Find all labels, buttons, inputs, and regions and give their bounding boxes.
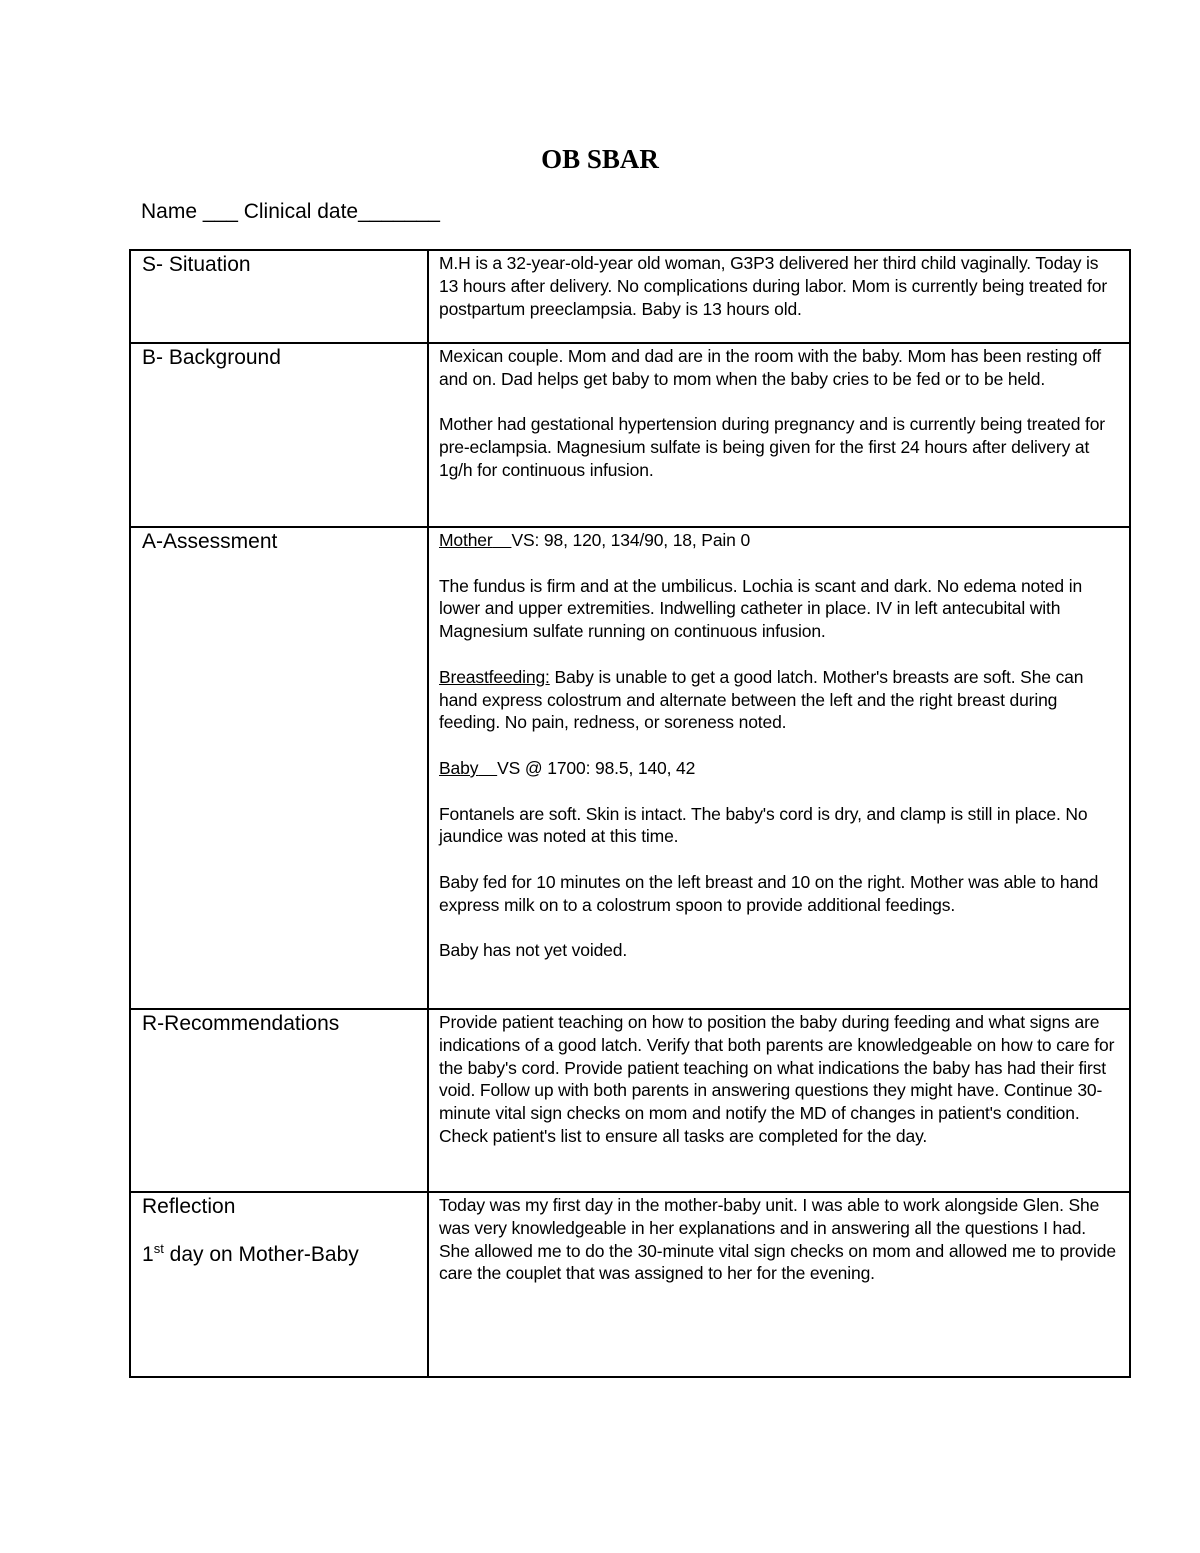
mother-vitals-text: VS: 98, 120, 134/90, 18, Pain 0 <box>511 530 751 550</box>
recommendations-label: R-Recommendations <box>130 1009 428 1192</box>
situation-text: M.H is a 32-year-old-year old woman, G3P3 delivered her third child vaginally. Today is 13 hours after delivery. No complications during labor. Mom is currently being treated for postpartum preeclampsia. Baby is 13 hours old. <box>439 253 1108 319</box>
reflection-label-cell <box>130 1192 428 1377</box>
baby-vitals <box>439 757 1121 780</box>
background-paragraph-1: Mexican couple. Mom and dad are in the room with the baby. Mom has been resting off and on. Dad helps get baby to mom when the baby cries to be fed or to be held. <box>439 346 1101 389</box>
background-label: B- Background <box>130 343 428 527</box>
mother-findings: The fundus is firm and at the umbilicus. Lochia is scant and dark. No edema noted in lower and upper extremities. Indwelling catheter in place. IV in left antecubital with Magnesium sulfate running on continuous infusion. <box>439 575 1083 642</box>
background-paragraph-2: Mother had gestational hypertension during pregnancy and is currently being treated for pre-eclampsia. Magnesium sulfate is being given for the first 24 hours after delivery at 1g/h for continuous infusion. <box>439 414 1105 480</box>
breastfeeding-heading: Breastfeeding: <box>439 666 550 687</box>
background-content <box>428 343 1130 527</box>
situation-content <box>428 250 1130 343</box>
reflection-content <box>428 1192 1130 1377</box>
situation-row <box>130 250 1130 343</box>
reflection-text: Today was my first day in the mother-baby unit. I was able to work alongside Glen. She was very knowledgeable in her explanations and in answering all the questions I had. She allowed me to do the 30-minute vital sign checks on mom and allowed me to provide care the couplet that was assigned to her for the evening. <box>439 1195 1116 1284</box>
recommendations-text: Provide patient teaching on how to position the baby during feeding and what signs are indications of a good latch. Verify that both parents are knowledgeable on how to care for the baby's cord. Provide patient teaching on what indications the baby has had their first void. Follow up with both parents in answering questions they might have. Continue 30-minute vital sign checks on mom and notify the MD of changes in patient's condition. Check patient's list to ensure all tasks are completed for the day. <box>439 1012 1115 1146</box>
baby-findings-2: Baby fed for 10 minutes on the left breast and 10 on the right. Mother was able to hand express milk on to a colostrum spoon to provide additional feedings. <box>439 871 1099 915</box>
breastfeeding-assessment <box>439 666 1121 734</box>
reflection-sub-label: 1st day on Mother-Baby <box>142 1241 359 1266</box>
page-title: OB SBAR <box>541 144 659 174</box>
assessment-label: A-Assessment <box>130 527 428 1009</box>
assessment-row <box>130 527 1130 1009</box>
sbar-table <box>129 249 1131 1378</box>
baby-findings-1: Fontanels are soft. Skin is intact. The baby's cord is dry, and clamp is still in place. No jaundice was noted at this time. <box>439 803 1088 847</box>
breastfeeding-text: Baby is unable to get a good latch. Mother's breasts are soft. She can hand express colostrum and alternate between the left and the right breast during feeding. No pain, redness, or soreness noted. <box>439 666 1084 733</box>
baby-heading: Baby <box>439 757 479 778</box>
background-row <box>130 343 1130 527</box>
reflection-label: Reflection <box>142 1195 236 1218</box>
situation-label: S- Situation <box>130 250 428 343</box>
recommendations-row <box>130 1009 1130 1192</box>
assessment-content <box>428 527 1130 1009</box>
reflection-row <box>130 1192 1130 1377</box>
baby-vitals-text: VS @ 1700: 98.5, 140, 42 <box>497 757 696 778</box>
name-and-clinical-date-line: Name ___ Clinical date_______ <box>141 200 440 223</box>
mother-vitals <box>439 529 1121 552</box>
baby-findings-3: Baby has not yet voided. <box>439 940 628 961</box>
recommendations-content <box>428 1009 1130 1192</box>
mother-heading: Mother <box>439 530 493 550</box>
